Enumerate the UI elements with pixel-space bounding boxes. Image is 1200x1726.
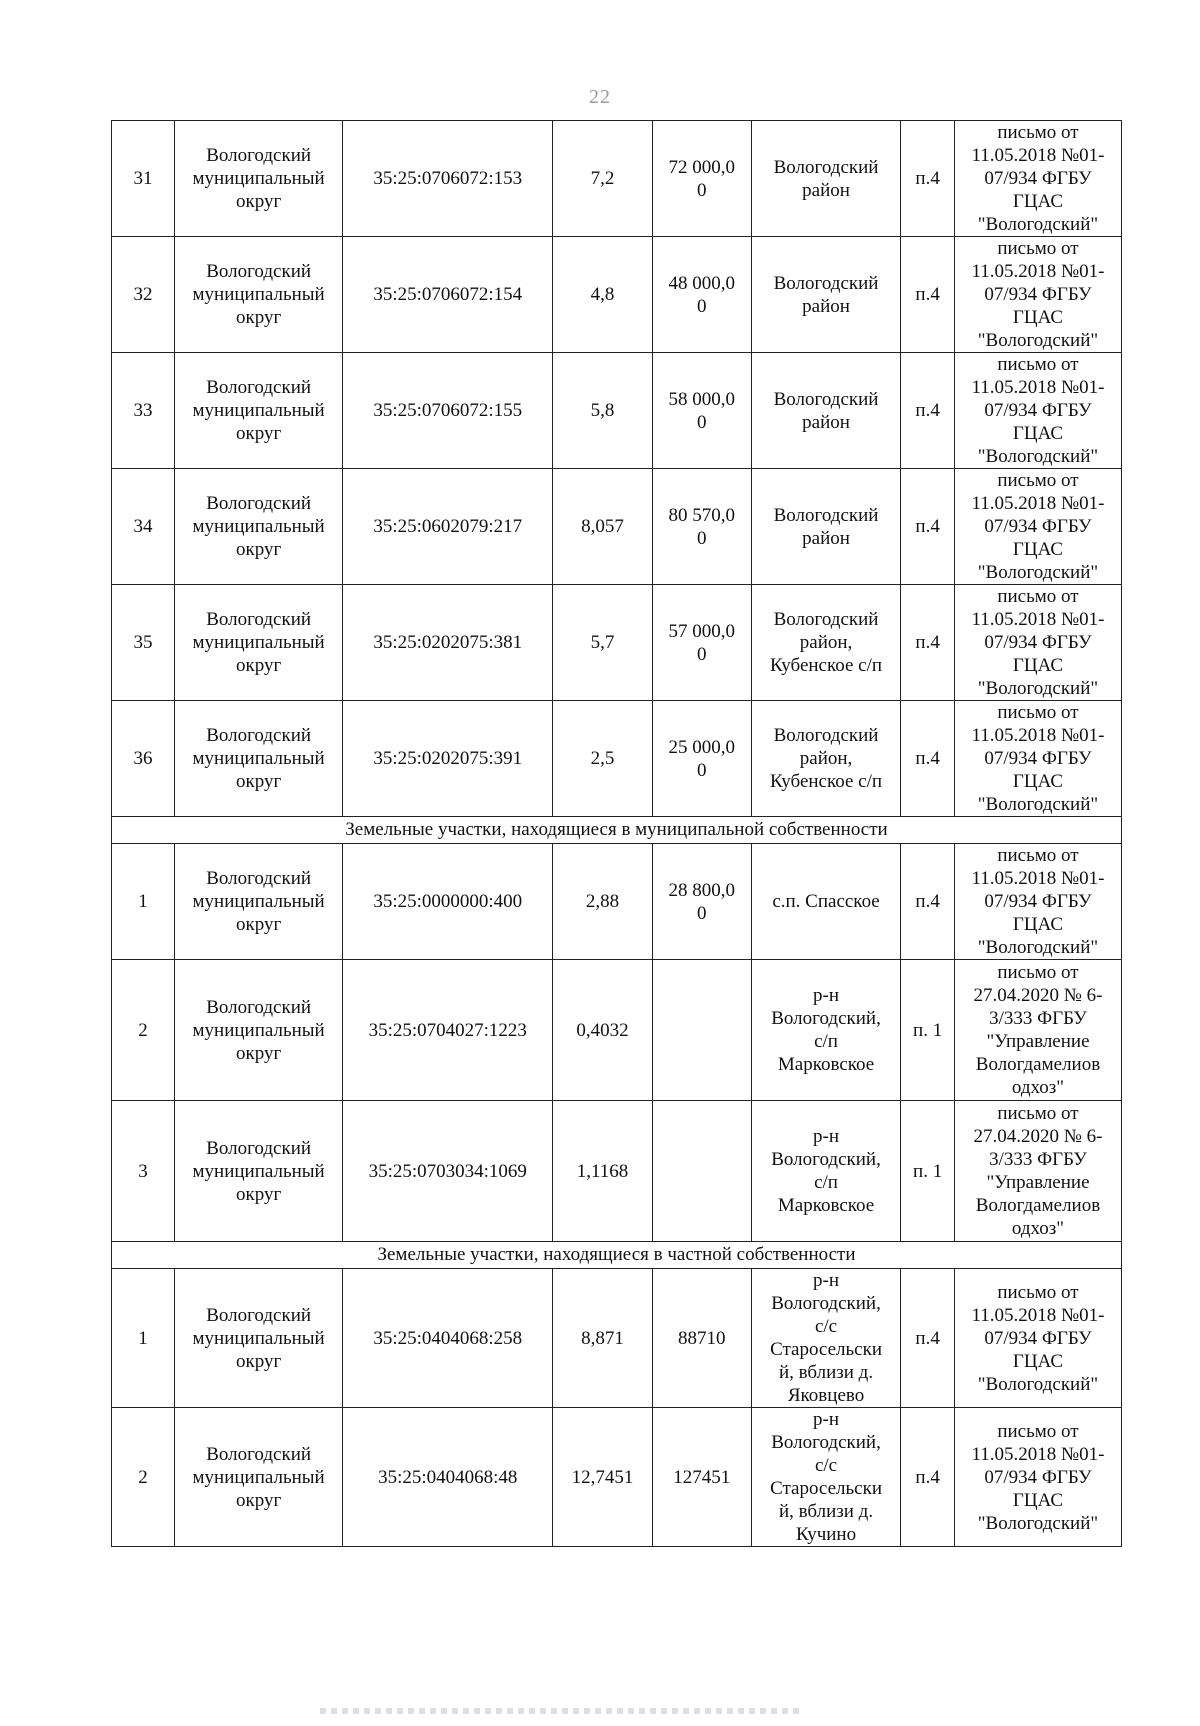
price-cell: 28 800,0 0	[652, 844, 751, 960]
table-row	[112, 701, 1122, 817]
location-cell: р-н Вологодский, с/с Старосельски й, вблизи д. Яковцево	[751, 1269, 900, 1408]
cadastral-number-cell: 35:25:0706072:153	[343, 121, 553, 237]
table-row	[112, 353, 1122, 469]
clause-cell: п.4	[901, 701, 955, 817]
clause-cell: п.4	[901, 353, 955, 469]
section-title: Земельные участки, находящиеся в муниципальной собственности	[112, 817, 1122, 844]
document-cell: письмо от 11.05.2018 №01- 07/934 ФГБУ ГЦАС "Вологодский"	[954, 353, 1121, 469]
row-number-cell: 34	[112, 469, 175, 585]
section-header-row	[112, 1242, 1122, 1269]
price-cell: 127451	[652, 1408, 751, 1547]
owner-cell: Вологодский муниципальный округ	[175, 585, 343, 701]
table-row	[112, 121, 1122, 237]
cadastral-number-cell: 35:25:0404068:48	[343, 1408, 553, 1547]
location-cell: Вологодский район	[751, 237, 900, 353]
area-cell: 4,8	[553, 237, 652, 353]
owner-cell: Вологодский муниципальный округ	[175, 469, 343, 585]
clause-cell: п.4	[901, 1269, 955, 1408]
section-header-row	[112, 817, 1122, 844]
owner-cell: Вологодский муниципальный округ	[175, 1408, 343, 1547]
clause-cell: п. 1	[901, 1101, 955, 1242]
area-cell: 12,7451	[553, 1408, 652, 1547]
area-cell: 8,057	[553, 469, 652, 585]
table-row	[112, 1101, 1122, 1242]
area-cell: 0,4032	[553, 960, 652, 1101]
row-number-cell: 36	[112, 701, 175, 817]
clause-cell: п.4	[901, 121, 955, 237]
location-cell: Вологодский район, Кубенское с/п	[751, 585, 900, 701]
page-number: 22	[589, 86, 611, 108]
price-cell	[652, 960, 751, 1101]
owner-cell: Вологодский муниципальный округ	[175, 701, 343, 817]
owner-cell: Вологодский муниципальный округ	[175, 121, 343, 237]
clause-cell: п.4	[901, 844, 955, 960]
location-cell: Вологодский район	[751, 469, 900, 585]
document-cell: письмо от 11.05.2018 №01- 07/934 ФГБУ ГЦАС "Вологодский"	[954, 1408, 1121, 1547]
document-cell: письмо от 27.04.2020 № 6- 3/333 ФГБУ "Управление Вологдамелиов одхоз"	[954, 1101, 1121, 1242]
row-number-cell: 31	[112, 121, 175, 237]
document-cell: письмо от 11.05.2018 №01- 07/934 ФГБУ ГЦАС "Вологодский"	[954, 469, 1121, 585]
price-cell: 58 000,0 0	[652, 353, 751, 469]
table-body	[112, 121, 1122, 1547]
document-cell: письмо от 27.04.2020 № 6- 3/333 ФГБУ "Управление Вологдамелиов одхоз"	[954, 960, 1121, 1101]
row-number-cell: 33	[112, 353, 175, 469]
row-number-cell: 2	[112, 960, 175, 1101]
document-cell: письмо от 11.05.2018 №01- 07/934 ФГБУ ГЦАС "Вологодский"	[954, 237, 1121, 353]
document-cell: письмо от 11.05.2018 №01- 07/934 ФГБУ ГЦАС "Вологодский"	[954, 701, 1121, 817]
cadastral-number-cell: 35:25:0202075:381	[343, 585, 553, 701]
row-number-cell: 1	[112, 844, 175, 960]
owner-cell: Вологодский муниципальный округ	[175, 1101, 343, 1242]
area-cell: 7,2	[553, 121, 652, 237]
section-title: Земельные участки, находящиеся в частной собственности	[112, 1242, 1122, 1269]
cadastral-number-cell: 35:25:0703034:1069	[343, 1101, 553, 1242]
row-number-cell: 2	[112, 1408, 175, 1547]
clause-cell: п.4	[901, 1408, 955, 1547]
row-number-cell: 1	[112, 1269, 175, 1408]
table-row	[112, 1269, 1122, 1408]
scan-artifact	[320, 1708, 800, 1714]
area-cell: 5,8	[553, 353, 652, 469]
price-cell: 80 570,0 0	[652, 469, 751, 585]
owner-cell: Вологодский муниципальный округ	[175, 844, 343, 960]
location-cell: р-н Вологодский, с/п Марковское	[751, 960, 900, 1101]
area-cell: 5,7	[553, 585, 652, 701]
location-cell: Вологодский район	[751, 353, 900, 469]
price-cell: 57 000,0 0	[652, 585, 751, 701]
row-number-cell: 35	[112, 585, 175, 701]
clause-cell: п.4	[901, 469, 955, 585]
table-row	[112, 844, 1122, 960]
area-cell: 2,5	[553, 701, 652, 817]
row-number-cell: 3	[112, 1101, 175, 1242]
price-cell	[652, 1101, 751, 1242]
cadastral-number-cell: 35:25:0202075:391	[343, 701, 553, 817]
cadastral-number-cell: 35:25:0706072:154	[343, 237, 553, 353]
cadastral-number-cell: 35:25:0404068:258	[343, 1269, 553, 1408]
document-cell: письмо от 11.05.2018 №01- 07/934 ФГБУ ГЦАС "Вологодский"	[954, 844, 1121, 960]
location-cell: р-н Вологодский, с/с Старосельски й, вблизи д. Кучино	[751, 1408, 900, 1547]
clause-cell: п. 1	[901, 960, 955, 1101]
cadastral-number-cell: 35:25:0704027:1223	[343, 960, 553, 1101]
location-cell: Вологодский район	[751, 121, 900, 237]
row-number-cell: 32	[112, 237, 175, 353]
price-cell: 48 000,0 0	[652, 237, 751, 353]
document-cell: письмо от 11.05.2018 №01- 07/934 ФГБУ ГЦАС "Вологодский"	[954, 585, 1121, 701]
price-cell: 72 000,0 0	[652, 121, 751, 237]
owner-cell: Вологодский муниципальный округ	[175, 1269, 343, 1408]
document-cell: письмо от 11.05.2018 №01- 07/934 ФГБУ ГЦАС "Вологодский"	[954, 121, 1121, 237]
document-cell: письмо от 11.05.2018 №01- 07/934 ФГБУ ГЦАС "Вологодский"	[954, 1269, 1121, 1408]
area-cell: 2,88	[553, 844, 652, 960]
cadastral-number-cell: 35:25:0000000:400	[343, 844, 553, 960]
table-row	[112, 237, 1122, 353]
area-cell: 1,1168	[553, 1101, 652, 1242]
table-row	[112, 469, 1122, 585]
area-cell: 8,871	[553, 1269, 652, 1408]
cadastral-number-cell: 35:25:0706072:155	[343, 353, 553, 469]
cadastral-number-cell: 35:25:0602079:217	[343, 469, 553, 585]
table-row	[112, 960, 1122, 1101]
clause-cell: п.4	[901, 237, 955, 353]
table-row	[112, 585, 1122, 701]
clause-cell: п.4	[901, 585, 955, 701]
location-cell: с.п. Спасское	[751, 844, 900, 960]
owner-cell: Вологодский муниципальный округ	[175, 960, 343, 1101]
price-cell: 88710	[652, 1269, 751, 1408]
table-row	[112, 1408, 1122, 1547]
location-cell: Вологодский район, Кубенское с/п	[751, 701, 900, 817]
price-cell: 25 000,0 0	[652, 701, 751, 817]
land-plots-table	[111, 120, 1122, 1547]
owner-cell: Вологодский муниципальный округ	[175, 353, 343, 469]
owner-cell: Вологодский муниципальный округ	[175, 237, 343, 353]
location-cell: р-н Вологодский, с/п Марковское	[751, 1101, 900, 1242]
